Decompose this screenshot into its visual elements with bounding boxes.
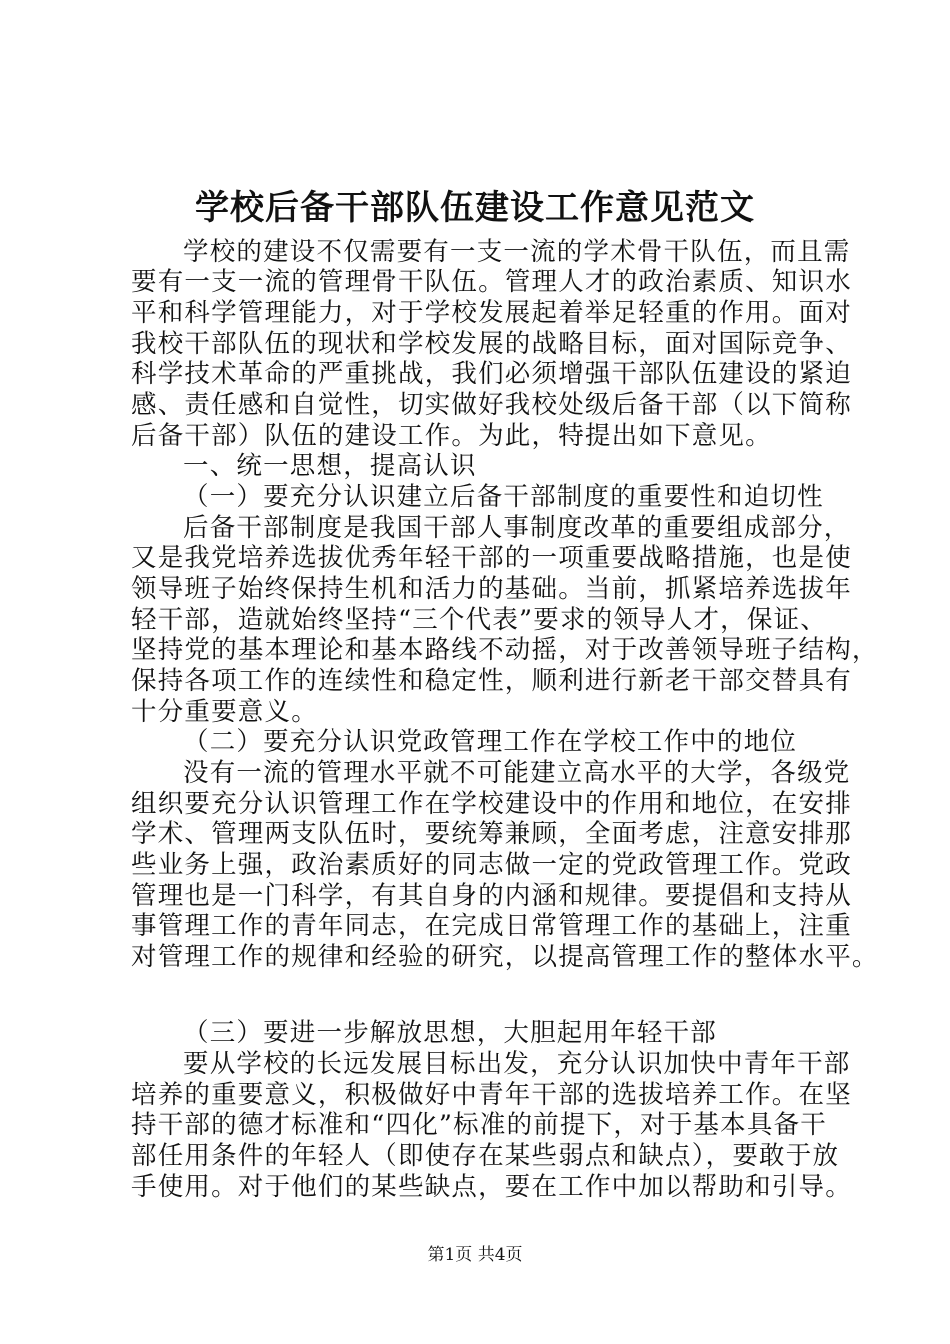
text-line: 事管理工作的青年同志，在完成日常管理工作的基础上，注重 bbox=[131, 911, 852, 941]
document-title: 学校后备干部队伍建设工作意见范文 bbox=[195, 188, 755, 228]
text-line: 平和科学管理能力，对于学校发展起着举足轻重的作用。面对 bbox=[131, 298, 852, 328]
text-line: 坚持党的基本理论和基本路线不动摇，对于改善领导班子结构， bbox=[131, 635, 879, 665]
text-line: 又是我党培养选拔优秀年轻干部的一项重要战略措施，也是使 bbox=[131, 543, 852, 573]
text-line: 我校干部队伍的现状和学校发展的战略目标，面对国际竞争、 bbox=[131, 329, 852, 359]
text-line: 感、责任感和自觉性，切实做好我校处级后备干部（以下简称 bbox=[131, 390, 852, 420]
text-line: 领导班子始终保持生机和活力的基础。当前，抓紧培养选拔年 bbox=[131, 574, 852, 604]
text-line: 培养的重要意义，积极做好中青年干部的选拔培养工作。在坚 bbox=[131, 1080, 852, 1110]
text-line: 些业务上强，政治素质好的同志做一定的党政管理工作。党政 bbox=[131, 850, 852, 880]
subsection-heading: （二）要充分认识党政管理工作在学校工作中的地位 bbox=[183, 727, 798, 757]
text-line: 对管理工作的规律和经验的研究，以提高管理工作的整体水平。 bbox=[131, 942, 879, 972]
text-line: 手使用。对于他们的某些缺点，要在工作中加以帮助和引导。 bbox=[131, 1172, 852, 1202]
text-line: 要有一支一流的管理骨干队伍。管理人才的政治素质、知识水 bbox=[131, 267, 852, 297]
text-line: 管理也是一门科学，有其自身的内涵和规律。要提倡和支持从 bbox=[131, 881, 852, 911]
text-line: 科学技术革命的严重挑战，我们必须增强干部队伍建设的紧迫 bbox=[131, 359, 852, 389]
text-line: 学校的建设不仅需要有一支一流的学术骨干队伍，而且需 bbox=[183, 237, 851, 267]
text-line: 后备干部制度是我国干部人事制度改革的重要组成部分， bbox=[183, 513, 851, 543]
text-line: 学术、管理两支队伍时，要统筹兼顾，全面考虑，注意安排那 bbox=[131, 819, 852, 849]
text-line: 保持各项工作的连续性和稳定性，顺利进行新老干部交替具有 bbox=[131, 666, 852, 696]
text-line: 持干部的德才标准和“四化”标准的前提下，对于基本具备干 bbox=[131, 1110, 827, 1140]
section-heading: 一、统一思想，提高认识 bbox=[183, 451, 477, 481]
page-number-footer: 第1页 共4页 bbox=[427, 1245, 523, 1265]
text-line: 部任用条件的年轻人（即使存在某些弱点和缺点），要敢于放 bbox=[131, 1141, 840, 1171]
text-line: 轻干部，造就始终坚持“三个代表”要求的领导人才，保证、 bbox=[131, 605, 827, 635]
text-line: 后备干部）队伍的建设工作。为此，特提出如下意见。 bbox=[131, 421, 772, 451]
text-line: 组织要充分认识管理工作在学校建设中的作用和地位，在安排 bbox=[131, 789, 852, 819]
text-line: 没有一流的管理水平就不可能建立高水平的大学，各级党 bbox=[183, 758, 851, 788]
text-line: 要从学校的长远发展目标出发，充分认识加快中青年干部 bbox=[183, 1049, 851, 1079]
subsection-heading: （一）要充分认识建立后备干部制度的重要性和迫切性 bbox=[183, 482, 824, 512]
text-line: 十分重要意义。 bbox=[131, 697, 318, 727]
subsection-heading: （三）要进一步解放思想，大胆起用年轻干部 bbox=[183, 1018, 718, 1048]
